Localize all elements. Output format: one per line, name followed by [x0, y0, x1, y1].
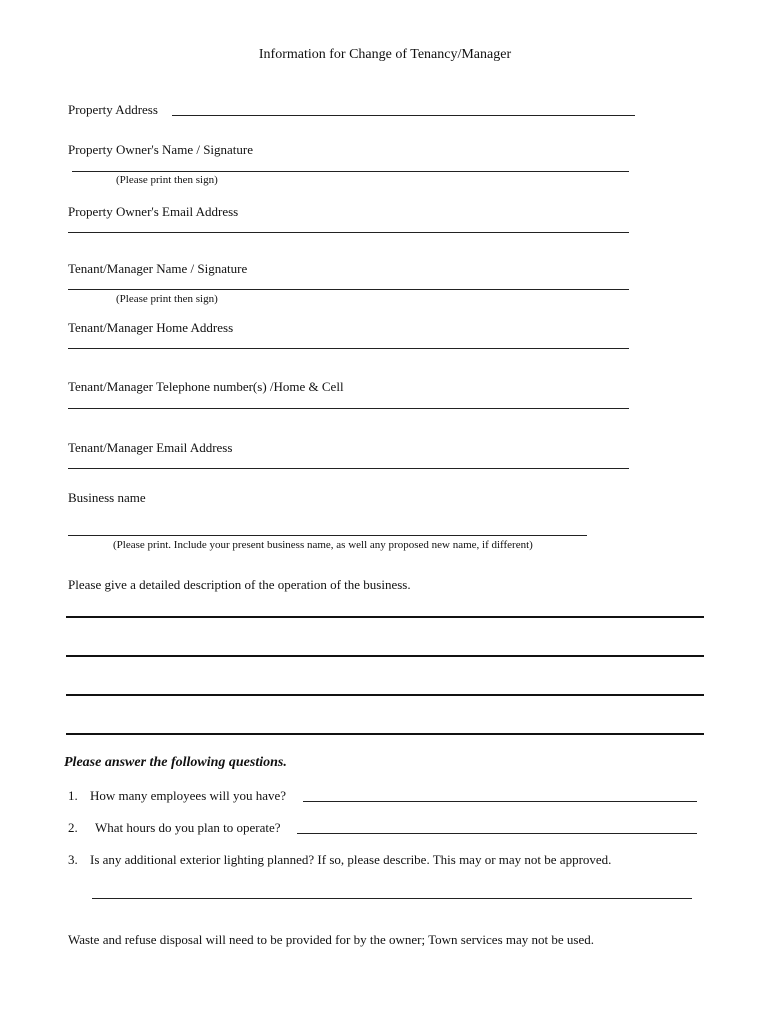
description-prompt: Please give a detailed description of the operation of the business.: [68, 577, 411, 592]
tenant-email-label: Tenant/Manager Email Address: [68, 440, 233, 455]
owner-email-field[interactable]: [68, 232, 629, 233]
tenant-name-field[interactable]: [68, 289, 629, 290]
tenant-name-hint: (Please print then sign): [116, 293, 218, 305]
property-address-field[interactable]: [172, 115, 635, 116]
business-name-field[interactable]: [68, 535, 587, 536]
questions-heading: Please answer the following questions.: [64, 755, 287, 770]
description-line-1[interactable]: [66, 616, 704, 618]
description-line-2[interactable]: [66, 655, 704, 657]
question-3-answer-field[interactable]: [92, 898, 692, 899]
question-3-number: 3.: [68, 852, 78, 867]
owner-name-hint: (Please print then sign): [116, 174, 218, 186]
question-1-number: 1.: [68, 788, 78, 803]
owner-name-field[interactable]: [72, 171, 629, 172]
tenant-home-label: Tenant/Manager Home Address: [68, 320, 234, 335]
question-1-text: How many employees will you have?: [90, 788, 287, 803]
tenant-email-field[interactable]: [68, 468, 629, 469]
property-address-label: Property Address: [68, 102, 158, 117]
business-name-hint: (Please print. Include your present business name, as well any proposed new name, if different): [113, 539, 533, 551]
description-line-3[interactable]: [66, 694, 704, 696]
question-1-answer-field[interactable]: [303, 801, 697, 802]
page-title: Information for Change of Tenancy/Manager: [258, 47, 512, 62]
tenant-phone-label: Tenant/Manager Telephone number(s) /Home & Cell: [68, 379, 344, 394]
tenant-home-field[interactable]: [68, 348, 629, 349]
question-2-text: What hours do you plan to operate?: [95, 820, 281, 835]
tenant-phone-field[interactable]: [68, 408, 629, 409]
description-line-4[interactable]: [66, 733, 704, 735]
question-3-text: Is any additional exterior lighting planned? If so, please describe. This may or may not be approved.: [90, 852, 612, 867]
tenant-name-label: Tenant/Manager Name / Signature: [68, 261, 248, 276]
business-name-label: Business name: [68, 490, 146, 505]
question-2-number: 2.: [68, 820, 78, 835]
owner-name-label: Property Owner's Name / Signature: [68, 142, 254, 157]
question-2-answer-field[interactable]: [297, 833, 697, 834]
waste-disposal-note: Waste and refuse disposal will need to be provided for by the owner; Town services may not be used.: [68, 932, 594, 947]
owner-email-label: Property Owner's Email Address: [68, 204, 239, 219]
